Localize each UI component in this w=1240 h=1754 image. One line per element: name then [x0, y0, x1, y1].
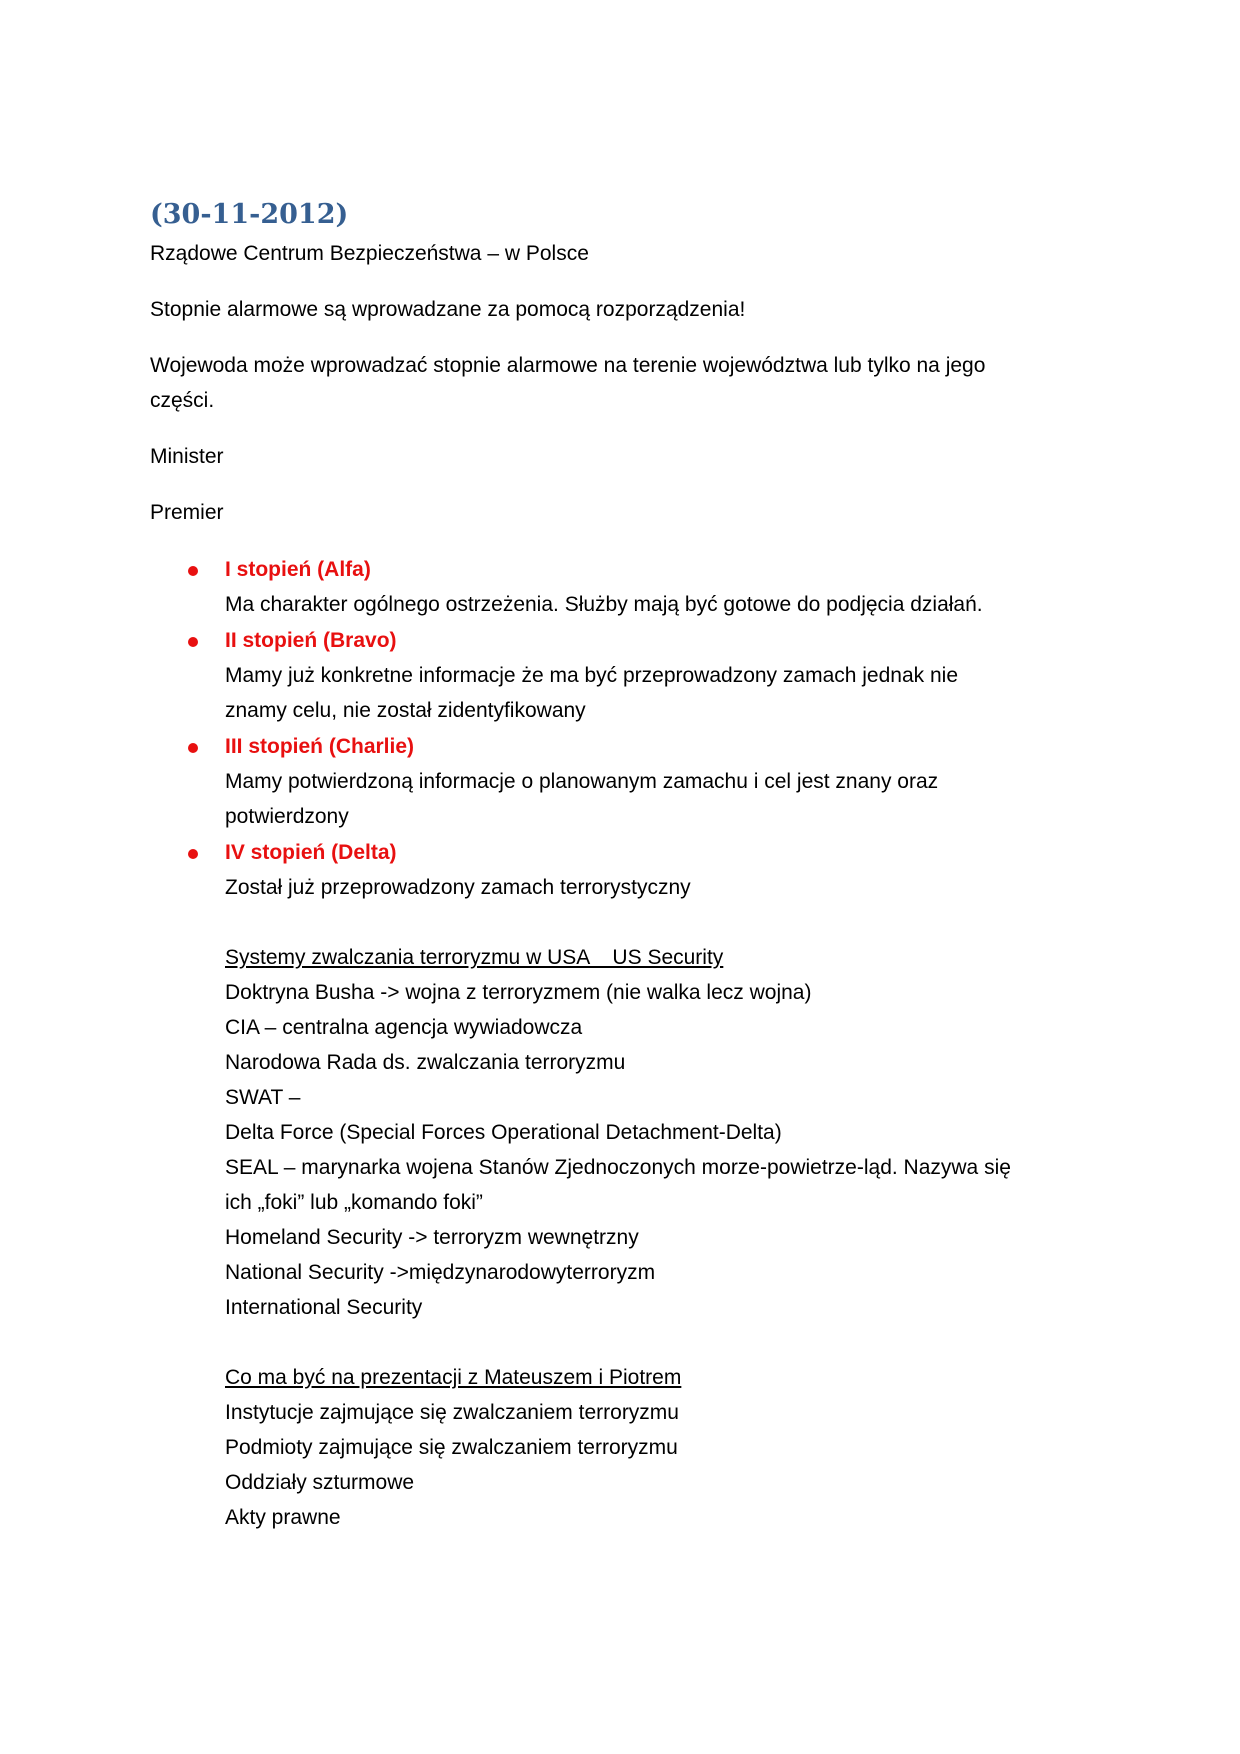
usa-line: Homeland Security -> terroryzm wewnętrzny [225, 1226, 639, 1249]
intro-line-stopnie: Stopnie alarmowe są wprowadzane za pomocą rozporządzenia! [150, 298, 746, 321]
presentation-section-heading: Co ma być na prezentacji z Mateuszem i Piotrem [225, 1366, 682, 1389]
intro-line-wojewoda-cont: części. [150, 389, 215, 412]
intro-line-wojewoda: Wojewoda może wprowadzać stopnie alarmowe na terenie województwa lub tylko na jego [150, 354, 986, 377]
presentation-line: Akty prawne [225, 1506, 341, 1529]
presentation-line: Instytucje zajmujące się zwalczaniem terroryzmu [225, 1401, 679, 1424]
presentation-line: Podmioty zajmujące się zwalczaniem terroryzmu [225, 1436, 678, 1459]
bullet-icon [188, 743, 198, 753]
alarm-level-1-title: I stopień (Alfa) [225, 558, 371, 581]
alarm-level-4-title: IV stopień (Delta) [225, 841, 397, 864]
alarm-level-3-desc: potwierdzony [225, 805, 349, 828]
date-heading: (30-11-2012) [150, 199, 349, 230]
alarm-level-2-desc: znamy celu, nie został zidentyfikowany [225, 699, 586, 722]
alarm-level-4-desc: Został już przeprowadzony zamach terrorystyczny [225, 876, 691, 899]
presentation-line: Oddziały szturmowe [225, 1471, 415, 1494]
intro-premier: Premier [150, 501, 224, 524]
usa-section-heading: Systemy zwalczania terroryzmu w USA US Security [225, 946, 724, 969]
intro-line-rcb: Rządowe Centrum Bezpieczeństwa – w Polsce [150, 242, 589, 265]
usa-line: CIA – centralna agencja wywiadowcza [225, 1016, 583, 1039]
alarm-level-3-title: III stopień (Charlie) [225, 735, 415, 758]
usa-line: Narodowa Rada ds. zwalczania terroryzmu [225, 1051, 626, 1074]
usa-line: Doktryna Busha -> wojna z terroryzmem (nie walka lecz wojna) [225, 981, 812, 1004]
usa-line: International Security [225, 1296, 423, 1319]
usa-line: SEAL – marynarka wojena Stanów Zjednoczonych morze-powietrze-ląd. Nazywa się [225, 1156, 1011, 1179]
alarm-level-2-title: II stopień (Bravo) [225, 629, 397, 652]
usa-line: ich „foki” lub „komando foki” [225, 1191, 483, 1214]
usa-line: Delta Force (Special Forces Operational Detachment-Delta) [225, 1121, 782, 1144]
bullet-icon [188, 637, 198, 647]
usa-line: SWAT – [225, 1086, 301, 1109]
alarm-level-3-desc: Mamy potwierdzoną informacje o planowanym zamachu i cel jest znany oraz [225, 770, 939, 793]
bullet-icon [188, 849, 198, 859]
usa-line: National Security ->międzynarodowyterroryzm [225, 1261, 656, 1284]
alarm-level-2-desc: Mamy już konkretne informacje że ma być przeprowadzony zamach jednak nie [225, 664, 959, 687]
bullet-icon [188, 566, 198, 576]
intro-minister: Minister [150, 445, 224, 468]
alarm-level-1-desc: Ma charakter ogólnego ostrzeżenia. Służby mają być gotowe do podjęcia działań. [225, 593, 983, 616]
